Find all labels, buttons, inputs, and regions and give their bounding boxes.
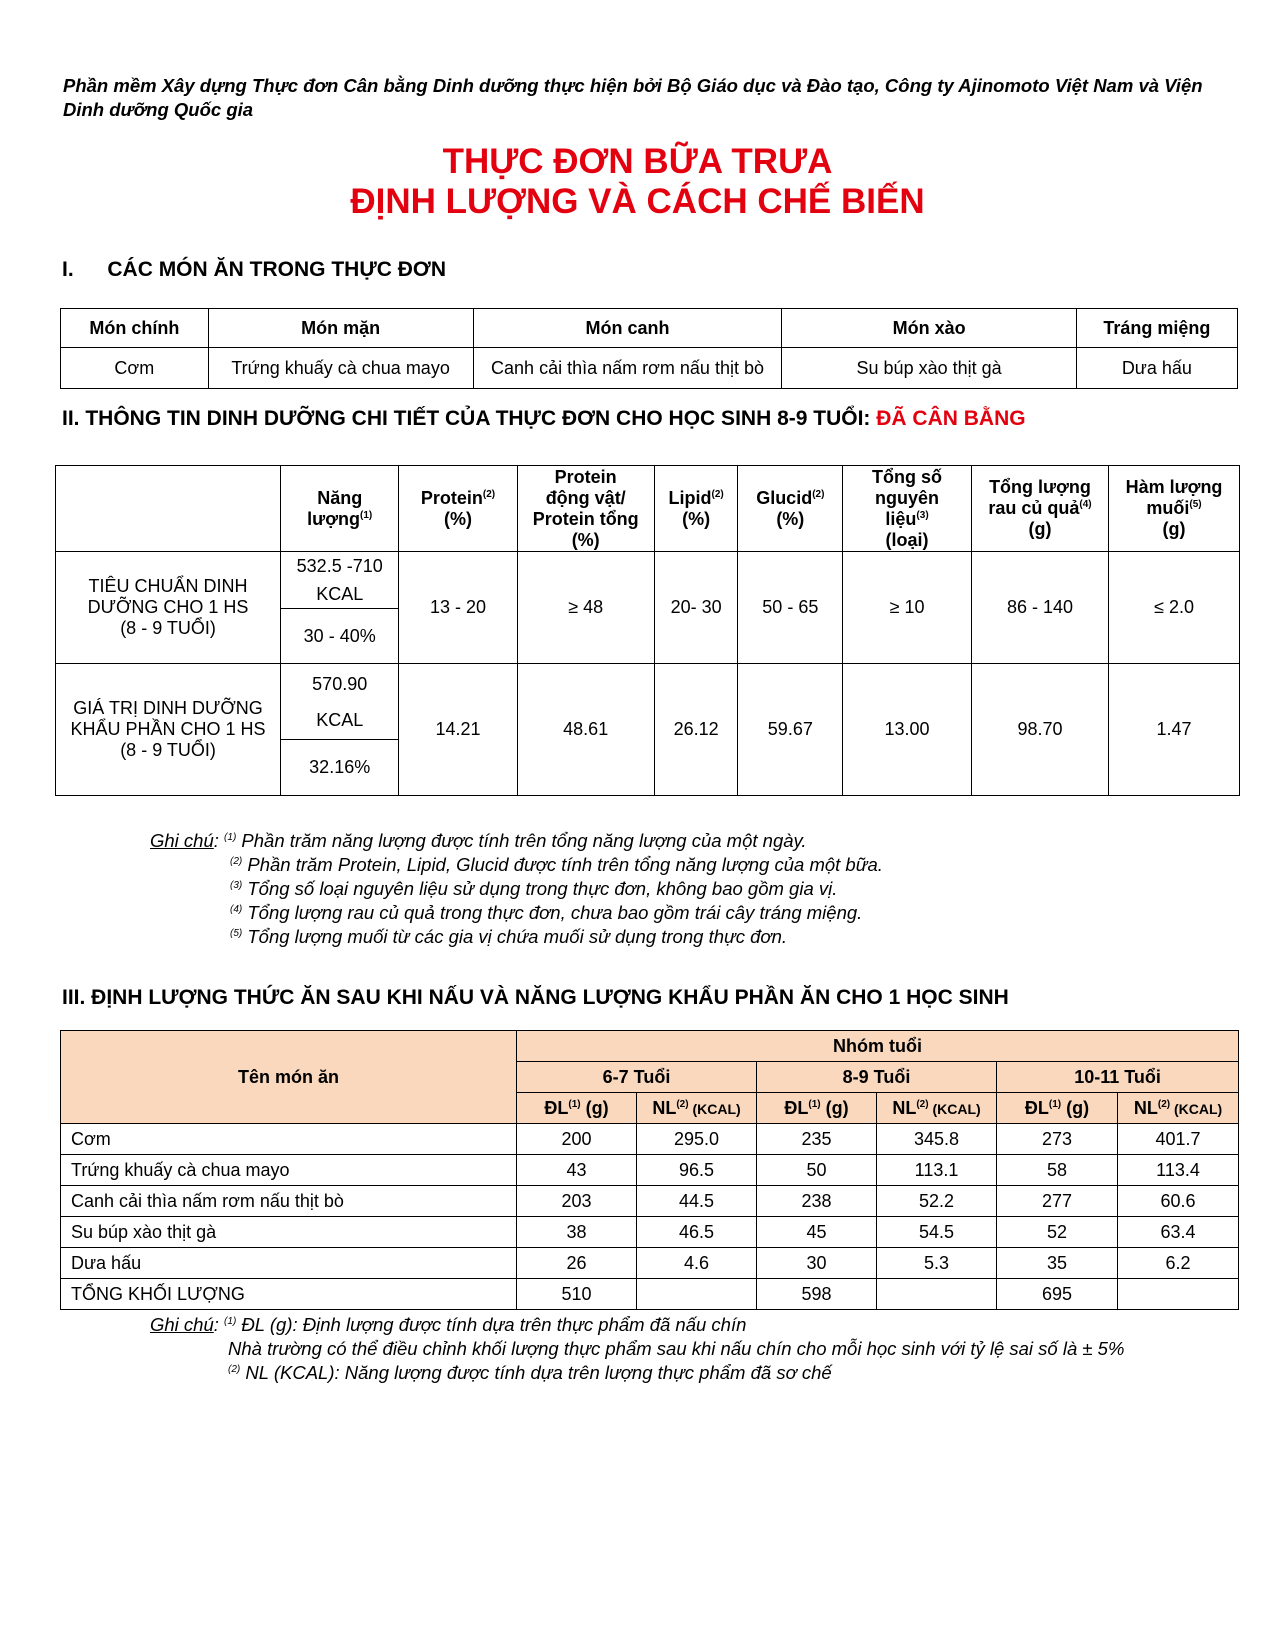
dl-header [997,1093,1118,1124]
footnote-marker: (2) [230,855,243,867]
unit-text: (g) [820,1097,849,1118]
footnote-marker: (4) [230,903,243,915]
header-text: Tổng số [872,466,943,487]
dish-name: Trứng khuấy cà chua mayo [61,1155,517,1186]
unit-text: (KCAL) [928,1100,981,1117]
dl-header [757,1093,877,1124]
header-text: (%) [571,529,600,550]
table-row [61,1155,1239,1186]
glucid-header [738,466,843,552]
row-label-text: (8 - 9 TUỔI) [120,618,216,638]
notes2-colon: : [213,1314,219,1335]
header-text: Năng [317,487,363,508]
header-text: rau củ quả [988,498,1080,518]
dishes-header-cell: Tráng miệng [1076,309,1237,348]
note-row [150,901,883,925]
unit-text: (KCAL) [688,1100,741,1117]
row-label-text: KHẨU PHẦN CHO 1 HS [70,719,266,739]
value-cell: 113.1 [877,1155,997,1186]
ingredients-header [843,466,972,552]
standard-salt: ≤ 2.0 [1109,552,1240,664]
value-cell: 26 [517,1248,637,1279]
unit-label: ĐL [784,1097,809,1118]
table-row [61,1217,1239,1248]
standard-glucid: 50 - 65 [738,552,843,664]
header-text: Protein [420,487,483,508]
intro-text: Phần mềm Xây dựng Thực đơn Cân bằng Dinh dưỡng thực hiện bởi Bộ Giáo dục và Đào tạo, Công ty Ajinomoto Việt Nam và Viện Dinh dưỡng Quốc gia [63,75,1203,120]
value-cell: 295.0 [637,1124,757,1155]
value-cell [1118,1279,1239,1310]
dish-name: Dưa hấu [61,1248,517,1279]
note-text: Phần trăm năng lượng được tính trên tổng năng lượng của một ngày. [236,830,807,851]
dishes-value-cell: Su búp xào thịt gà [782,348,1076,389]
value-cell: 510 [517,1279,637,1310]
unit-label: ĐL [1024,1097,1049,1118]
table-row [61,1124,1239,1155]
standard-lipid: 20- 30 [654,552,738,664]
note-text: Tổng số loại nguyên liệu sử dụng trong thực đơn, không bao gồm gia vị. [242,878,838,899]
header-text: liệu [885,508,917,529]
value-cell: 401.7 [1118,1124,1239,1155]
salt-header [1109,466,1240,552]
table-row [61,1248,1239,1279]
dishes-value-row [61,348,1238,389]
notes2 [150,1313,1124,1385]
dishes-header-cell: Món chính [61,309,209,348]
header-text: Glucid [756,487,813,508]
note-text: NL (KCAL): Năng lượng được tính dựa trên lượng thực phẩm đã sơ chế [240,1362,832,1383]
header-text: lượng [307,508,360,529]
footnote-marker: (2) [676,1098,689,1110]
value-cell: 277 [997,1186,1118,1217]
standard-label [56,552,281,664]
notes2-label: Ghi chú [150,1314,214,1335]
section3-heading: III. ĐỊNH LƯỢNG THỨC ĂN SAU KHI NẤU VÀ NĂNG LƯỢNG KHẨU PHẦN ĂN CHO 1 HỌC SINH [62,986,1009,1009]
energy-text: 570.90 [312,673,368,694]
footnote-marker: (1) [568,1098,581,1110]
table-row [61,1186,1239,1217]
footnote-marker: (2) [916,1098,929,1110]
actual-vegetables: 98.70 [971,664,1108,796]
header-text: (%) [776,508,805,529]
dish-name: Cơm [61,1124,517,1155]
header-text: nguyên [875,487,940,508]
standard-animal-protein: ≥ 48 [517,552,654,664]
value-cell: 203 [517,1186,637,1217]
footnote-marker: (4) [1079,499,1092,510]
footnote-marker: (2) [1157,1098,1171,1110]
portion-header-row [61,1031,1239,1062]
footnote-marker: (1) [808,1098,821,1110]
total-row [61,1279,1239,1310]
dishes-value-cell: Dưa hấu [1076,348,1237,389]
note-row [150,877,883,901]
footnote-marker: (1) [1048,1098,1062,1110]
nl-header [637,1093,757,1124]
value-cell: 50 [757,1155,877,1186]
notes1 [150,829,883,949]
value-cell: 238 [757,1186,877,1217]
unit-label: NL [1133,1097,1158,1118]
note-row [150,829,883,853]
standard-row [56,552,1240,609]
value-cell: 235 [757,1124,877,1155]
value-cell: 273 [997,1124,1118,1155]
footnote-marker: (5) [1189,499,1202,510]
value-cell: 345.8 [877,1124,997,1155]
footnote-marker: (2) [228,1363,241,1375]
note-text: Phần trăm Protein, Lipid, Glucid được tính trên tổng năng lượng của một bữa. [242,854,883,875]
header-text: (g) [1162,519,1186,539]
standard-ingredients: ≥ 10 [843,552,972,664]
dish-name: Su búp xào thịt gà [61,1217,517,1248]
actual-salt: 1.47 [1109,664,1240,796]
header-text: Protein tổng [532,508,639,529]
note-row [150,925,883,949]
age-group-8-9: 8-9 Tuổi [757,1062,997,1093]
header-text: (%) [443,508,472,529]
unit-text: (KCAL) [1170,1100,1223,1117]
value-cell: 30 [757,1248,877,1279]
value-cell: 46.5 [637,1217,757,1248]
energy-text: 532.5 -710 [296,556,383,576]
nl-header [877,1093,997,1124]
value-cell: 58 [997,1155,1118,1186]
header-text: Lipid [668,487,712,508]
header-text: (loại) [885,529,929,550]
footnote-marker: (2) [482,488,496,500]
dishes-value-cell: Trứng khuấy cà chua mayo [208,348,473,389]
value-cell: 52.2 [877,1186,997,1217]
footnote-marker: (3) [916,509,929,521]
age-group-10-11: 10-11 Tuổi [997,1062,1239,1093]
section2-heading [62,406,1026,432]
notes1-colon: : [213,830,219,851]
page-title-line1: THỰC ĐƠN BỮA TRƯA [442,142,833,181]
notes1-label: Ghi chú [150,830,214,851]
age-group-6-7: 6-7 Tuổi [517,1062,757,1093]
footnote-marker: (5) [230,927,243,939]
standard-energy [281,552,399,609]
standard-protein: 13 - 20 [399,552,517,664]
actual-ingredients: 13.00 [843,664,972,796]
unit-label: ĐL [544,1097,569,1118]
value-cell [877,1279,997,1310]
section2-title: THÔNG TIN DINH DƯỠNG CHI TIẾT CỦA THỰC ĐƠN CHO HỌC SINH 8-9 TUỔI: [85,407,871,430]
standard-vegetables: 86 - 140 [971,552,1108,664]
row-label-text: TIÊU CHUẨN DINH [88,576,248,596]
row-label-text: GIÁ TRỊ DINH DƯỠNG [73,698,263,718]
value-cell: 45 [757,1217,877,1248]
dishes-value-cell: Canh cải thìa nấm rơm nấu thịt bò [473,348,782,389]
unit-label: NL [652,1097,677,1118]
footnote-marker: (1) [360,509,373,521]
nutrition-table [55,465,1240,796]
note-row [150,853,883,877]
value-cell: 113.4 [1118,1155,1239,1186]
animal-protein-header [517,466,654,552]
dishes-header-row [61,309,1238,348]
value-cell: 598 [757,1279,877,1310]
header-text: Hàm lượng [1125,477,1223,497]
value-cell: 44.5 [637,1186,757,1217]
value-cell: 96.5 [637,1155,757,1186]
footnote-marker: (2) [711,488,724,500]
note-text: Tổng lượng muối từ các gia vị chứa muối sử dụng trong thực đơn. [242,926,788,947]
note-row [150,1337,1124,1361]
energy-text: KCAL [316,584,364,604]
note-text: ĐL (g): Định lượng được tính dựa trên thực phẩm đã nấu chín [236,1314,747,1335]
dish-name: TỔNG KHỐI LƯỢNG [61,1279,517,1310]
note-row [150,1361,1124,1385]
empty-header-cell [56,466,281,552]
value-cell [637,1279,757,1310]
dishes-value-cell: Cơm [61,348,209,389]
value-cell: 60.6 [1118,1186,1239,1217]
value-cell: 52 [997,1217,1118,1248]
value-cell: 35 [997,1248,1118,1279]
actual-protein: 14.21 [399,664,517,796]
dl-header [517,1093,637,1124]
energy-header [281,466,399,552]
energy-text: KCAL [316,709,364,730]
note-text: Tổng lượng rau củ quả trong thực đơn, chưa bao gồm trái cây tráng miệng. [242,902,863,923]
value-cell: 63.4 [1118,1217,1239,1248]
header-text: (%) [682,508,711,529]
row-label-text: (8 - 9 TUỔI) [120,740,216,760]
section2-status: ĐÃ CÂN BẰNG [876,407,1026,430]
dish-name: Canh cải thìa nấm rơm nấu thịt bò [61,1186,517,1217]
actual-glucid: 59.67 [738,664,843,796]
value-cell: 54.5 [877,1217,997,1248]
header-text: Protein [554,466,617,487]
value-cell: 43 [517,1155,637,1186]
nutrition-header-row [56,466,1240,552]
dishes-header-cell: Món xào [782,309,1076,348]
header-text: Tổng lượng [989,477,1091,497]
value-cell: 695 [997,1279,1118,1310]
value-cell: 200 [517,1124,637,1155]
section2-number: II. [62,407,80,430]
lipid-header [654,466,738,552]
value-cell: 38 [517,1217,637,1248]
nl-header [1118,1093,1239,1124]
dishes-header-cell: Món mặn [208,309,473,348]
footnote-marker: (2) [812,488,825,500]
dishes-table [60,308,1238,389]
dishes-header-cell: Món canh [473,309,782,348]
age-group-header: Nhóm tuổi [517,1031,1239,1062]
row-label-text: DƯỠNG CHO 1 HS [87,597,249,617]
section1-heading [62,257,446,283]
page-title-line2: ĐỊNH LƯỢNG VÀ CÁCH CHẾ BIẾN [350,182,925,221]
section1-number: I. [62,258,74,281]
unit-text: (g) [580,1097,609,1118]
unit-label: NL [892,1097,917,1118]
actual-animal-protein: 48.61 [517,664,654,796]
note-text: Nhà trường có thể điều chỉnh khối lượng thực phẩm sau khi nấu chín cho mỗi học sinh với tỷ lệ sai số là ± 5% [228,1338,1125,1359]
note-row [150,1313,1124,1337]
actual-row [56,664,1240,740]
header-text: muối [1146,498,1190,518]
dish-name-header: Tên món ăn [61,1031,517,1124]
standard-energy-pct: 30 - 40% [281,609,399,664]
actual-lipid: 26.12 [654,664,738,796]
footnote-marker: (1) [224,831,237,843]
value-cell: 4.6 [637,1248,757,1279]
value-cell: 5.3 [877,1248,997,1279]
portion-table [60,1030,1239,1310]
header-text: (g) [1028,519,1052,539]
vegetables-header [971,466,1108,552]
actual-energy [281,664,399,740]
footnote-marker: (3) [230,879,243,891]
section1-title: CÁC MÓN ĂN TRONG THỰC ĐƠN [107,258,447,281]
actual-label [56,664,281,796]
protein-header [399,466,517,552]
header-text: động vật/ [545,487,626,508]
unit-text: (g) [1061,1097,1090,1118]
actual-energy-pct: 32.16% [281,740,399,796]
footnote-marker: (1) [224,1315,237,1327]
value-cell: 6.2 [1118,1248,1239,1279]
